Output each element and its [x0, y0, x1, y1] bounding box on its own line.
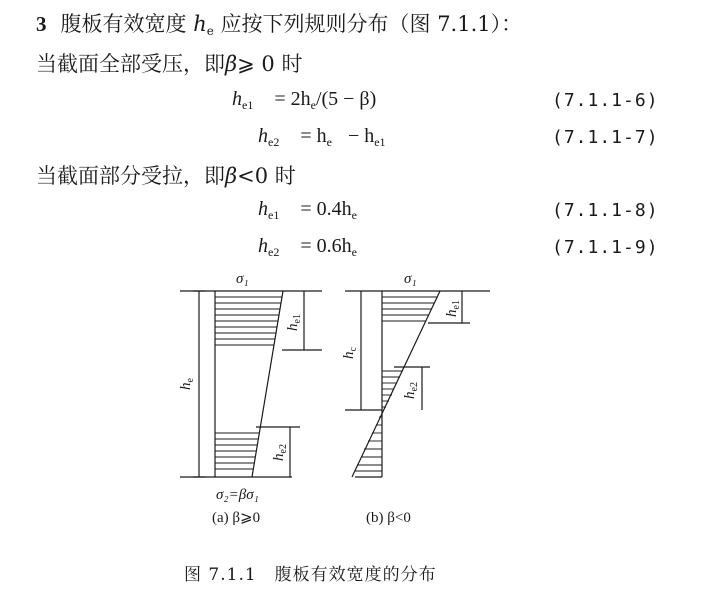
equation-7-1-1-9: $h_{e2} = 0.6h_e$ — [258, 235, 357, 259]
intro-paragraph — [36, 8, 522, 38]
case1-condition: 当截面全部受压，即β⩾ 0 时 — [36, 52, 303, 76]
hatching-a-top — [215, 297, 282, 345]
he2-label-b: $h_{e2}$ — [402, 382, 420, 399]
stress-distribution-figure — [0, 255, 720, 555]
eq-number-7: (7.1.1-7) — [552, 127, 659, 148]
he1-label-b: $h_{e1}$ — [444, 300, 462, 317]
equation-7-1-1-7: $h_{e2} = h_e - h_{e1}$ — [258, 125, 386, 149]
figure-caption: 图 7.1.1 腹板有效宽度的分布 — [184, 565, 437, 585]
caption-b: (b) β<0 — [366, 510, 411, 526]
case2-condition: 当截面部分受拉，即β<0 时 — [36, 164, 296, 188]
he-symbol: $h_e$ — [193, 12, 214, 38]
eq-number-8: (7.1.1-8) — [552, 200, 659, 221]
intro-text-after: 应按下列规则分布（图 7.1.1）： — [220, 12, 523, 36]
he1-label-a: $h_{e1}$ — [285, 314, 303, 331]
sigma2-label-a: σ₂=βσ₁ — [216, 487, 259, 503]
intro-text-before: 腹板有效宽度 — [60, 12, 187, 36]
he-label-a: $h_e$ — [178, 378, 196, 390]
equation-7-1-1-6: $h_{e1} = 2h_e/(5 - \beta)$ — [232, 88, 377, 112]
hc-label-b: $h_c$ — [341, 347, 359, 359]
sigma1-label-a: σ₁ — [236, 271, 249, 287]
he2-label-a: $h_{e2}$ — [271, 444, 289, 461]
hatching-a-bottom — [215, 433, 259, 469]
sigma1-label-b: σ₁ — [404, 271, 417, 287]
clause-number: 3 — [36, 12, 47, 36]
hatching-b-top — [382, 297, 437, 321]
caption-a: (a) β⩾0 — [212, 510, 261, 526]
eq-number-9: (7.1.1-9) — [552, 237, 659, 258]
eq-number-6: (7.1.1-6) — [552, 90, 659, 111]
equation-7-1-1-8: $h_{e1} = 0.4h_e$ — [258, 198, 357, 222]
